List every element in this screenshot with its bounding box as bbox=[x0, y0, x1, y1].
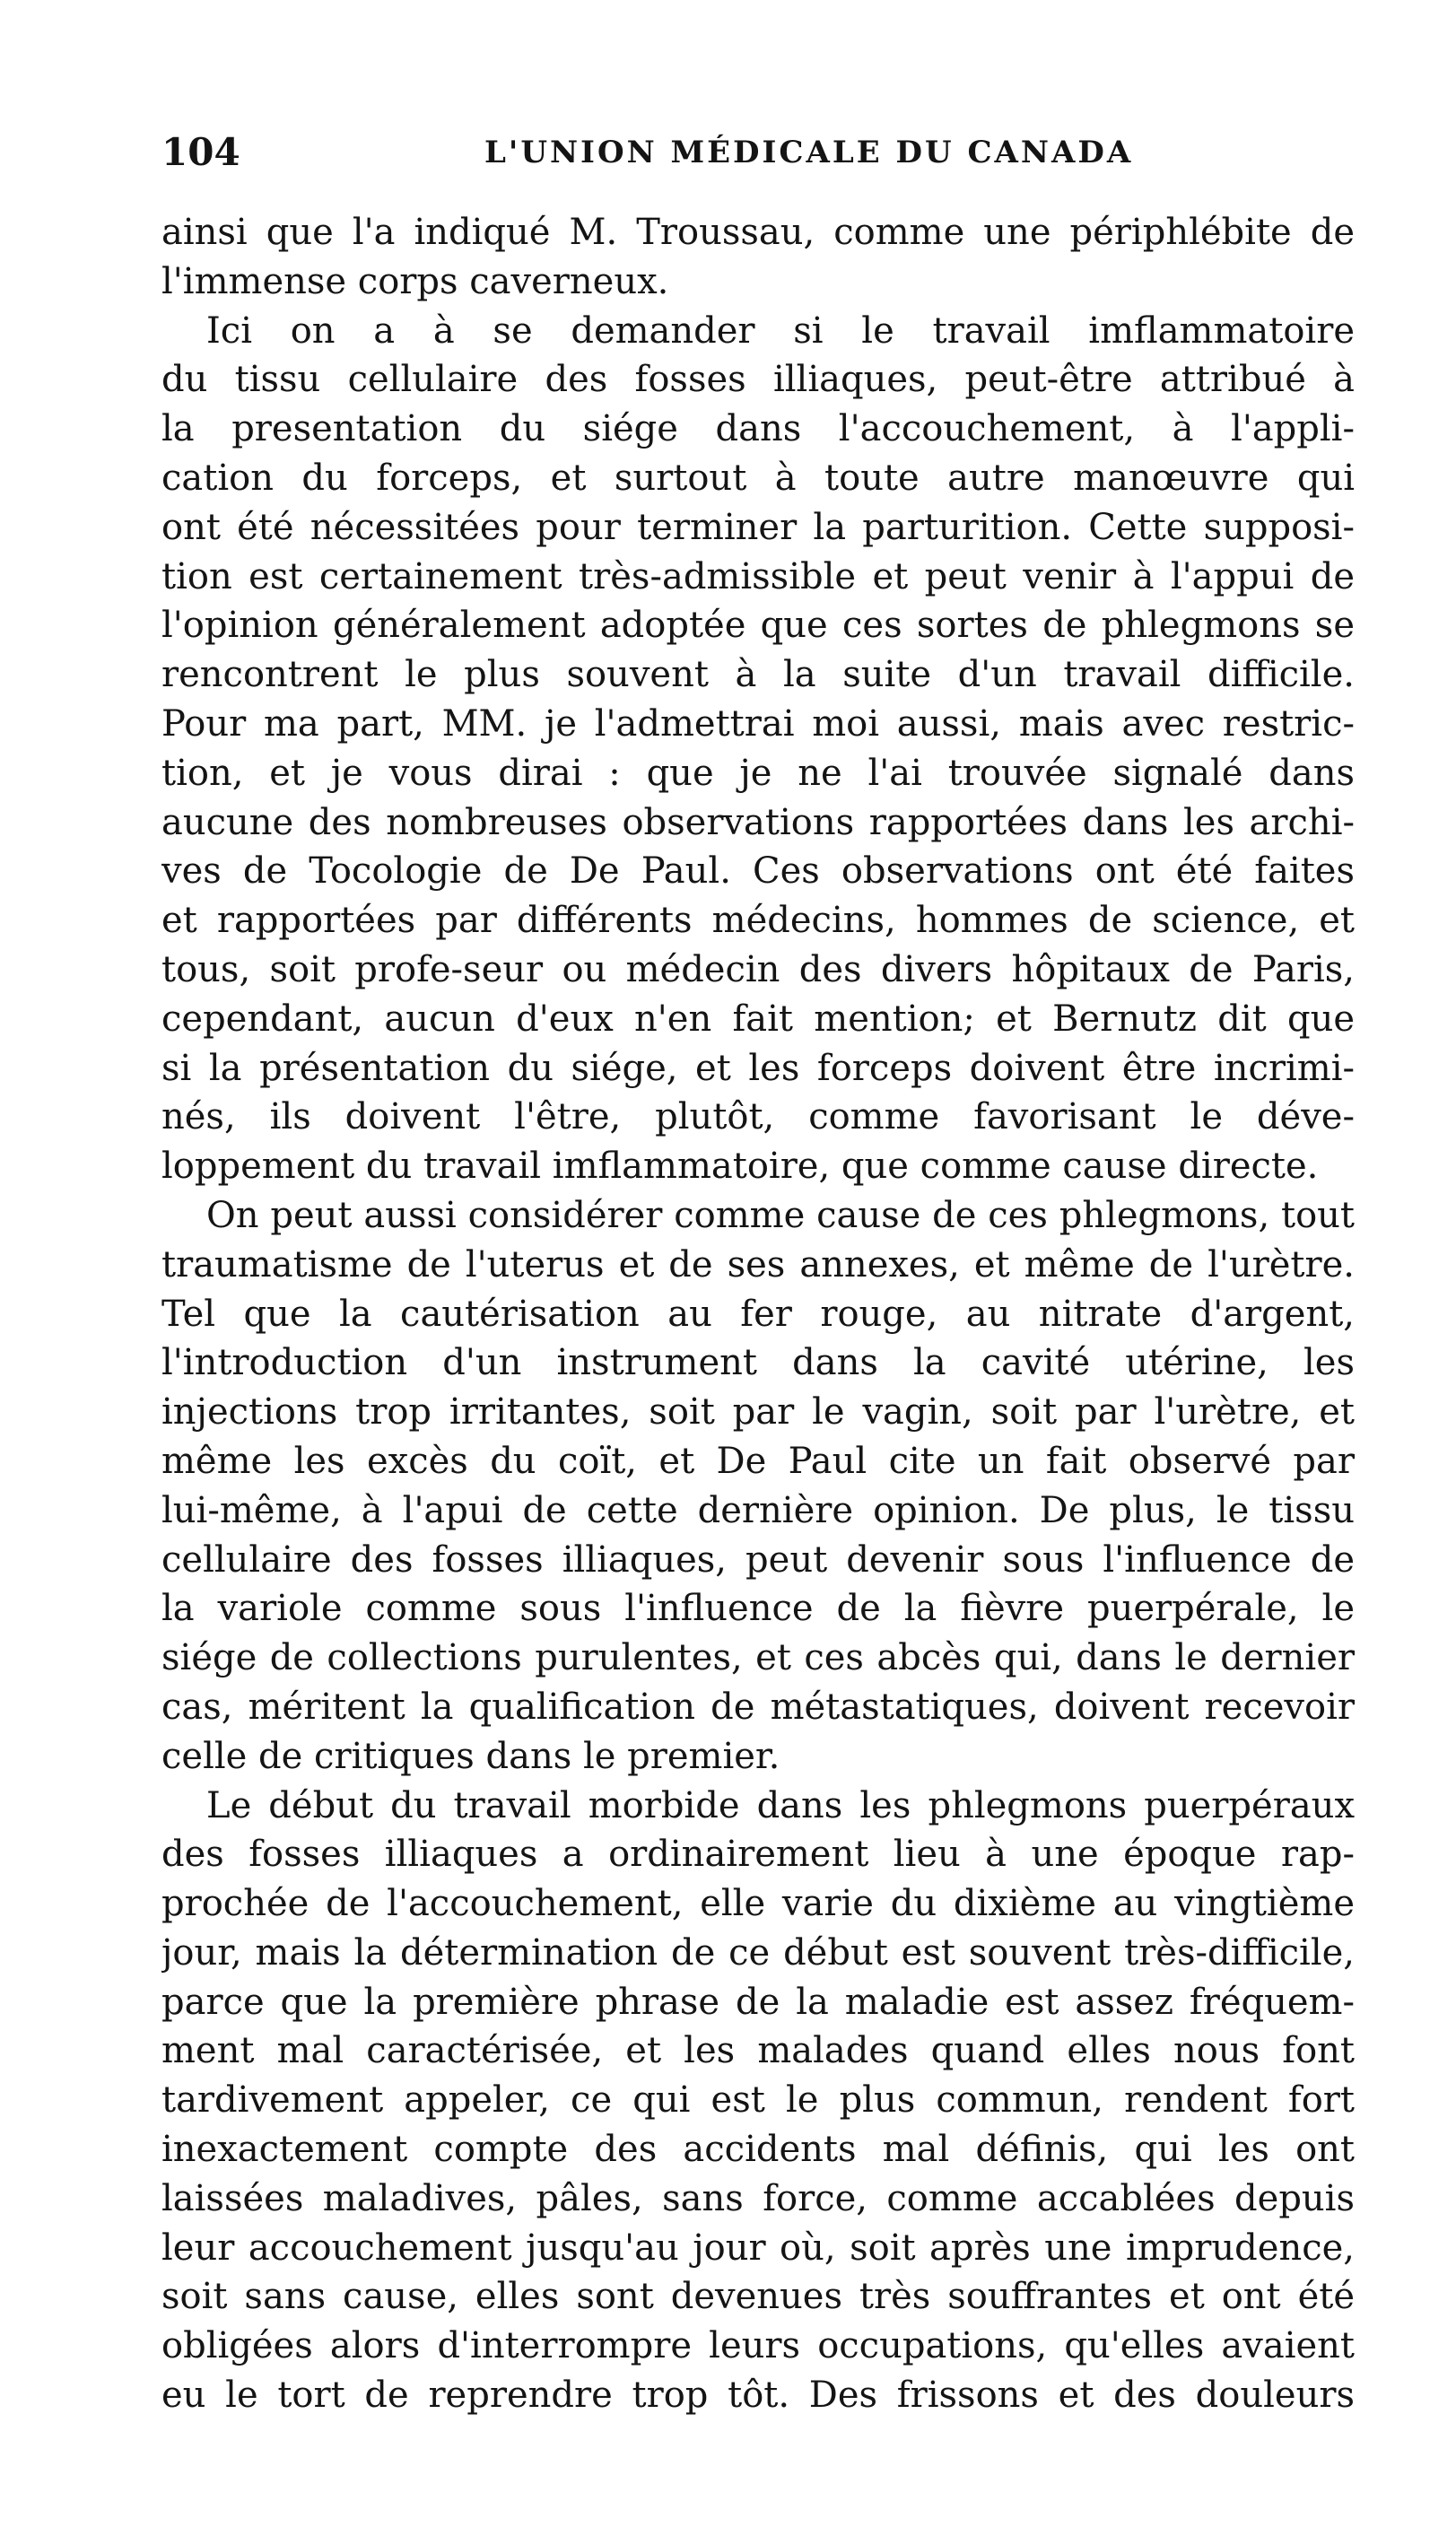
text-line: lui-même, à l'apui de cette dernière opinion. De plus, le tissu bbox=[161, 1489, 1355, 1531]
text-line: cependant, aucun d'eux n'en fait mention; et Bernutz dit que bbox=[161, 998, 1355, 1040]
text-line: celle de critiques dans le premier. bbox=[161, 1735, 780, 1777]
text-line: traumatisme de l'uterus et de ses annexes, et même de l'urètre. bbox=[161, 1243, 1355, 1285]
text-line: l'immense corps caverneux. bbox=[161, 260, 669, 302]
text-line: du tissu cellulaire des fosses illiaques, peut-être attribué à bbox=[161, 359, 1355, 401]
text-line: la presentation du siége dans l'accouchement, à l'appli- bbox=[161, 408, 1355, 450]
text-line: l'opinion généralement adoptée que ces sortes de phlegmons se bbox=[161, 605, 1355, 647]
text-line: eu le tort de reprendre trop tôt. Des frissons et des douleurs bbox=[161, 2375, 1355, 2417]
text-line: la variole comme sous l'influence de la fièvre puerpérale, le bbox=[161, 1588, 1355, 1630]
text-line: même les excès du coït, et De Paul cite un fait observé par bbox=[161, 1440, 1355, 1482]
text-line: parce que la première phrase de la maladie est assez fréquem- bbox=[161, 1981, 1355, 2023]
text-line: jour, mais la détermination de ce début est souvent très-difficile, bbox=[161, 1931, 1355, 1974]
text-line: ment mal caractérisée, et les malades quand elles nous font bbox=[161, 2030, 1355, 2072]
text-line: injections trop irritantes, soit par le vagin, soit par l'urètre, et bbox=[161, 1391, 1355, 1434]
text-line: des fosses illiaques a ordinairement lieu à une époque rap- bbox=[161, 1834, 1355, 1876]
text-line: cas, méritent la qualification de métastatiques, doivent recevoir bbox=[161, 1686, 1355, 1728]
text-line: aucune des nombreuses observations rapportées dans les archi- bbox=[161, 801, 1355, 843]
body-text bbox=[161, 208, 1355, 2420]
text-line: obligées alors d'interrompre leurs occupations, qu'elles avaient bbox=[161, 2325, 1355, 2367]
text-line: tion, et je vous dirai : que je ne l'ai trouvée signalé dans bbox=[161, 752, 1355, 794]
text-line: Pour ma part, MM. je l'admettrai moi aussi, mais avec restric- bbox=[161, 702, 1355, 745]
text-line: cation du forceps, et surtout à toute autre manœuvre qui bbox=[161, 457, 1355, 499]
text-line: prochée de l'accouchement, elle varie du dixième au vingtième bbox=[161, 1883, 1355, 1925]
text-line: Tel que la cautérisation au fer rouge, au nitrate d'argent, bbox=[161, 1293, 1355, 1335]
text-line: tion est certainement très-admissible et peut venir à l'appui de bbox=[161, 555, 1355, 597]
text-line: l'introduction d'un instrument dans la cavité utérine, les bbox=[161, 1342, 1355, 1384]
page-number: 104 bbox=[161, 130, 240, 174]
text-line: rencontrent le plus souvent à la suite d'un travail difficile. bbox=[161, 654, 1355, 696]
running-head bbox=[161, 126, 1355, 179]
text-line: siége de collections purulentes, et ces abcès qui, dans le dernier bbox=[161, 1637, 1355, 1679]
text-line: ves de Tocologie de De Paul. Ces observations ont été faites bbox=[161, 850, 1355, 893]
text-line: ainsi que l'a indiqué M. Troussau, comme une périphlébite de bbox=[161, 212, 1355, 253]
text-line: si la présentation du siége, et les forceps doivent être incrimi- bbox=[161, 1047, 1355, 1089]
text-line: Le début du travail morbide dans les phlegmons puerpéraux bbox=[206, 1784, 1355, 1826]
text-line: Ici on a à se demander si le travail imflammatoire bbox=[206, 309, 1355, 352]
text-line: tous, soit profe-seur ou médecin des divers hôpitaux de Paris, bbox=[161, 948, 1355, 990]
text-line: nés, ils doivent l'être, plutôt, comme favorisant le déve- bbox=[161, 1096, 1355, 1138]
text-line: ont été nécessitées pour terminer la parturition. Cette supposi- bbox=[161, 506, 1355, 548]
text-line: soit sans cause, elles sont devenues très souffrantes et ont été bbox=[161, 2276, 1355, 2318]
text-line: et rapportées par différents médecins, hommes de science, et bbox=[161, 900, 1355, 942]
text-line: On peut aussi considérer comme cause de ces phlegmons, tout bbox=[206, 1194, 1355, 1236]
text-line: leur accouchement jusqu'au jour où, soit après une imprudence, bbox=[161, 2227, 1355, 2269]
journal-title: L'UNION MÉDICALE DU CANADA bbox=[484, 135, 1134, 170]
text-line: laissées maladives, pâles, sans force, comme accablées depuis bbox=[161, 2177, 1355, 2219]
text-line: inexactement compte des accidents mal définis, qui les ont bbox=[161, 2129, 1355, 2171]
text-line: loppement du travail imflammatoire, que comme cause directe. bbox=[161, 1146, 1319, 1188]
text-line: cellulaire des fosses illiaques, peut devenir sous l'influence de bbox=[161, 1538, 1355, 1581]
text-line: tardivement appeler, ce qui est le plus commun, rendent fort bbox=[161, 2079, 1355, 2122]
